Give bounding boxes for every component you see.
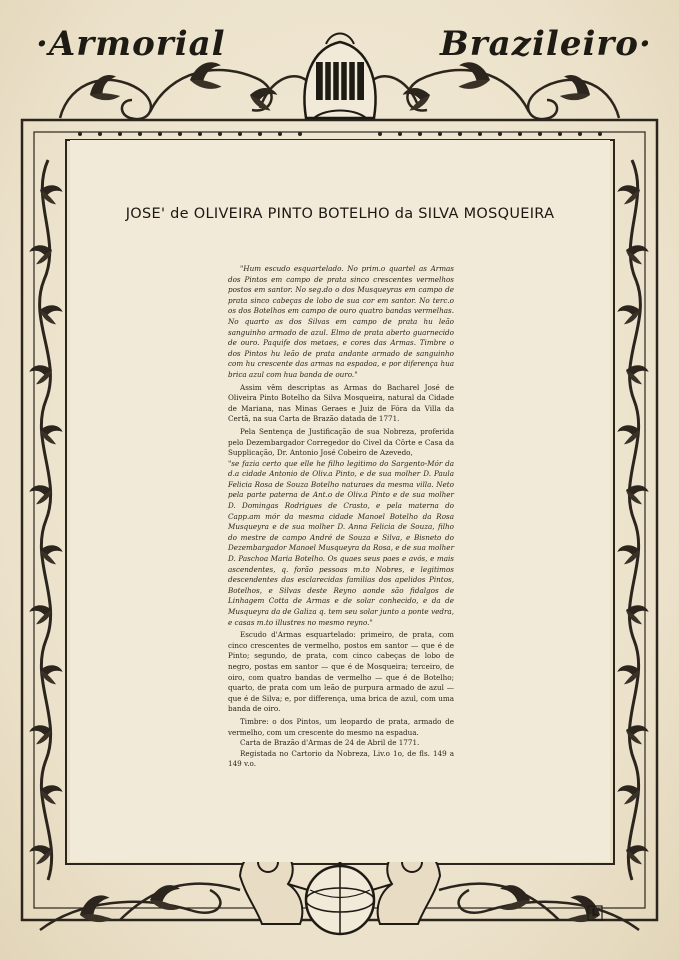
paragraph-sentence-quote: "se fazia certo que elle he filho legitimo do Sargento-Mór da d.a cidade Antonio de Oliv.a Pinto, e de sua molher D. Paula Felicia Rosa de Souza Botelho naturaes da mesma villa. Neto pela parte paterna de Ant.o de Oliv.a Pinto e de sua molher D. Domingas Rodrigues de Crasto, e pela materna do Capp.am mór da mesma cidade Manoel Botelho da Rosa Musqueyra e de sua molher D. Anna Felicia de Souza, filho do mestre de campo André de Souza e Silva, e Bisneto do Dezembargador Manoel Musqueyra da Rosa, e de sua molher D. Paschoa Maria Botelho. Os quaes seus paes e avós, e mais ascendentes, q. forão pessoas m.to Nobres, e legitimos descendentes das esclarecidas familias dos apelidos Pintos, Botelhos, e Silvas deste Reyno aonde são fidalgos de Linhagem Cotta de Armas e de solar conhecido, e da de Musqueyra da de Galiza q. tem seu solar junto a ponte vedra, e casas m.to illustres no mesmo reyno." <box>228 458 454 627</box>
paragraph-introduction: Assim vêm descriptas as Armas do Bacharel José de Oliveira Pinto Botelho da Silva Mosqueira, natural da Cidade de Mariana, nas Minas Geraes e Juiz de Fóra da Villa da Certã, na sua Carta de Brazão datada de 1771. <box>228 382 454 424</box>
page-header <box>0 10 679 80</box>
paragraph-sentence-intro: Pela Sentença de Justificação de sua Nobreza, proferida pelo Dezembargador Corregedor do Civel da Côrte e Casa da Supplicação, Dr. Antonio José Cobeiro de Azevedo, <box>228 426 454 458</box>
monogram-letter: L <box>591 906 599 919</box>
paragraph-charter-date: Carta de Brazão d'Armas de 24 de Abril de 1771. <box>240 738 420 748</box>
paragraph-crest: Timbre: o dos Pintos, um leopardo de prata, armado de vermelho, com um crescente do mesmo na espadua. <box>228 716 454 737</box>
header-armorial-word: ·Armorial <box>36 24 226 64</box>
paragraph-registry: Registada no Cartorio da Nobreza, Liv.o 1o, de fls. 149 a 149 v.o. <box>228 748 454 769</box>
document-title: JOSE' de OLIVEIRA PINTO BOTELHO da SILVA MOSQUEIRA <box>125 206 555 222</box>
document-body <box>228 264 454 770</box>
paragraph-blazon: Escudo d'Armas esquartelado: primeiro, de prata, com cinco crescentes de vermelho, postos em santor — que é de Pinto; segundo, de prata, com cinco cabeças de lobo de negro, postas em santor — que é de Mosqueira; terceiro, de oiro, com quatro bandas de vermelho — que é de Botelho; quarto, de prata com um leão de purpura armado de azul — que é de Silva; e, por differença, uma brica de azul, com uma banda de oiro. <box>228 630 454 714</box>
header-brazileiro-word: Brazileiro· <box>440 24 652 64</box>
paragraph-arms-description: "Hum escudo esquartelado. No prim.o quartel as Armas dos Pintos em campo de prata sinco crescentes vermelhos postos em santor. No seg.do o dos Musqueyras em campo de prata sinco cabeças de lobo de sua cor em santor. No terc.o os dos Botelhos em campo de ouro quatro bandas vermelhas. No quarto as dos Silvas em campo de prata hu leão sanguinho armado de azul. Elmo de prata aberto guarnecido de ouro. Paquife dos metaes, e cores das Armas. Timbre o dos Pintos hu leão de prata andante armado de sanguinho com hu crescente das armas na espadoa, e por diferença hua brica azul com hua banda de ouro." <box>228 264 454 379</box>
